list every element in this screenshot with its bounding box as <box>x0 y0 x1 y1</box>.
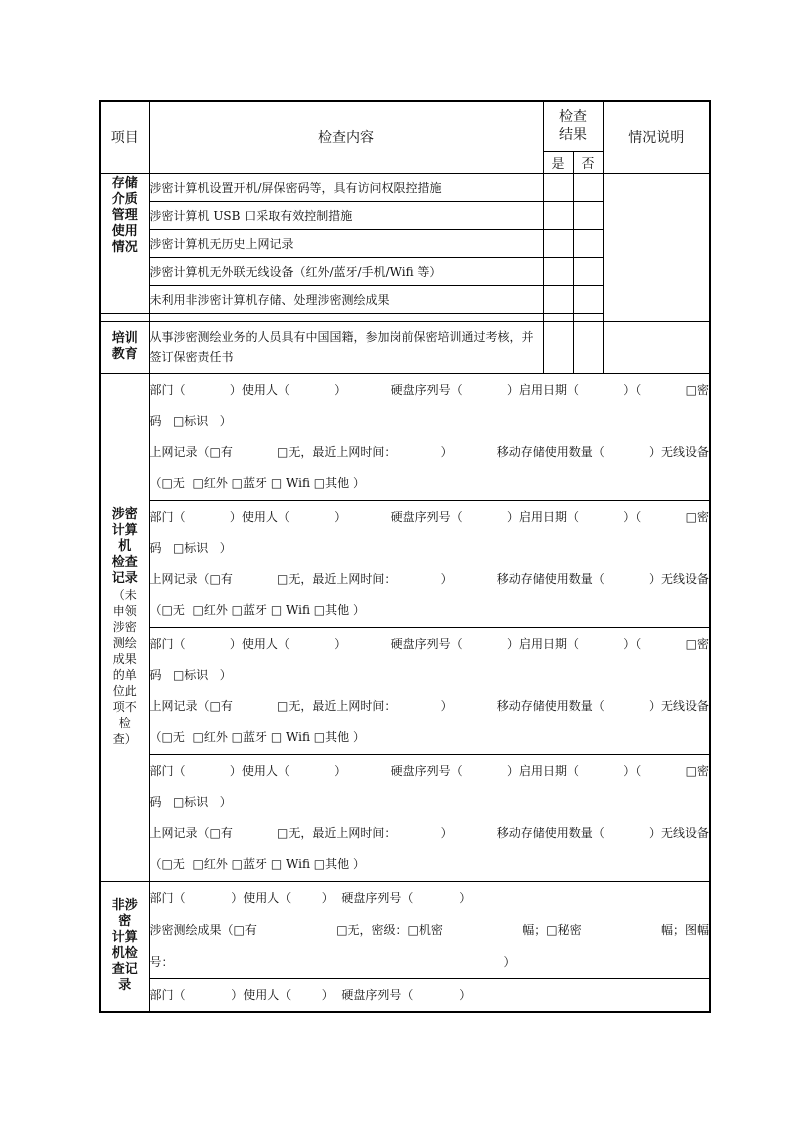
yes-cell[interactable] <box>543 173 573 201</box>
no-cell[interactable] <box>573 321 603 373</box>
spacer-cell <box>100 313 149 321</box>
check-item: 涉密计算机无外联无线设备（红外/蓝牙/手机/Wifi 等） <box>149 257 543 285</box>
record-line-4: （□无 □红外 □蓝牙 □ Wifi □其他 ） <box>149 729 365 744</box>
yes-cell[interactable] <box>543 257 573 285</box>
nonsecret-line-1: 部门（ ）使用人（ ） 硬盘序列号（ ） <box>149 890 472 905</box>
header-explanation: 情况说明 <box>603 101 710 173</box>
nonsecret-line-2: 涉密测绘成果（□有 □无，密级：□机密 幅；□秘密 幅；图幅 <box>149 922 709 937</box>
record-line-3: 上网记录（□有 □无，最近上网时间： ） 移动存储使用数量（ ）无线设备 <box>149 444 709 459</box>
yes-cell[interactable] <box>543 285 573 313</box>
record-line-4: （□无 □红外 □蓝牙 □ Wifi □其他 ） <box>149 475 365 490</box>
no-cell[interactable] <box>573 201 603 229</box>
check-item: 未利用非涉密计算机存储、处理涉密测绘成果 <box>149 285 543 313</box>
inspection-form-table <box>99 100 711 1013</box>
record-line-3: 上网记录（□有 □无，最近上网时间： ） 移动存储使用数量（ ）无线设备 <box>149 571 709 586</box>
check-item: 涉密计算机 USB 口采取有效控制措施 <box>149 201 543 229</box>
record-line-4: （□无 □红外 □蓝牙 □ Wifi □其他 ） <box>149 856 365 871</box>
no-cell[interactable] <box>573 229 603 257</box>
check-item: 涉密计算机无历史上网记录 <box>149 229 543 257</box>
record-line-2: 码 □标识 ） <box>149 667 232 682</box>
category-secret-computer-records: 涉密 计算 机 检查 记录 （未 申领 涉密 测绘 成果 的单 位此 项不 检 查） <box>100 373 149 881</box>
explanation-cell[interactable] <box>603 321 710 373</box>
check-item: 涉密计算机设置开机/屏保密码等，具有访问权限控措施 <box>149 173 543 201</box>
computer-record-block[interactable] <box>149 754 710 881</box>
no-cell[interactable] <box>573 285 603 313</box>
yes-cell[interactable] <box>543 201 573 229</box>
yes-cell[interactable] <box>543 229 573 257</box>
record-line-1: 部门（ ）使用人（ ） 硬盘序列号（ ）启用日期（ ）（ □密 <box>149 509 709 524</box>
no-cell[interactable] <box>573 173 603 201</box>
header-result: 检查 结果 <box>543 101 603 151</box>
record-line-2: 码 □标识 ） <box>149 413 232 428</box>
nonsecret-line-3: 号： ） <box>149 954 516 969</box>
category-storage: 存储 介质 管理 使用 情况 <box>100 173 149 313</box>
computer-record-block[interactable] <box>149 373 710 500</box>
header-yes: 是 <box>543 151 573 173</box>
record-line-1: 部门（ ）使用人（ ） 硬盘序列号（ ）启用日期（ ）（ □密 <box>149 382 709 397</box>
header-content: 检查内容 <box>149 101 543 173</box>
record-line-1: 部门（ ）使用人（ ） 硬盘序列号（ ）启用日期（ ）（ □密 <box>149 636 709 651</box>
explanation-cell[interactable] <box>603 173 710 321</box>
category-training: 培训 教育 <box>100 321 149 373</box>
check-item-training: 从事涉密测绘业务的人员具有中国国籍，参加岗前保密培训通过考核，并签订保密责任书 <box>149 321 543 373</box>
spacer-cell <box>573 313 603 321</box>
record-line-3: 上网记录（□有 □无，最近上网时间： ） 移动存储使用数量（ ）无线设备 <box>149 825 709 840</box>
yes-cell[interactable] <box>543 321 573 373</box>
header-no: 否 <box>573 151 603 173</box>
record-line-1: 部门（ ）使用人（ ） 硬盘序列号（ ）启用日期（ ）（ □密 <box>149 763 709 778</box>
record-line-4: （□无 □红外 □蓝牙 □ Wifi □其他 ） <box>149 602 365 617</box>
record-line-2: 码 □标识 ） <box>149 540 232 555</box>
header-project: 项目 <box>100 101 149 173</box>
category-nonsecret-computer-records: 非涉 密 计算 机检 查记 录 <box>100 881 149 1012</box>
computer-record-block[interactable] <box>149 500 710 627</box>
nonsecret-record-block[interactable] <box>149 978 710 1012</box>
record-line-2: 码 □标识 ） <box>149 794 232 809</box>
nonsecret-line-4: 部门（ ）使用人（ ） 硬盘序列号（ ） <box>149 987 472 1002</box>
no-cell[interactable] <box>573 257 603 285</box>
spacer-cell <box>149 313 543 321</box>
spacer-cell <box>543 313 573 321</box>
record-line-3: 上网记录（□有 □无，最近上网时间： ） 移动存储使用数量（ ）无线设备 <box>149 698 709 713</box>
nonsecret-record-block[interactable] <box>149 881 710 978</box>
computer-record-block[interactable] <box>149 627 710 754</box>
